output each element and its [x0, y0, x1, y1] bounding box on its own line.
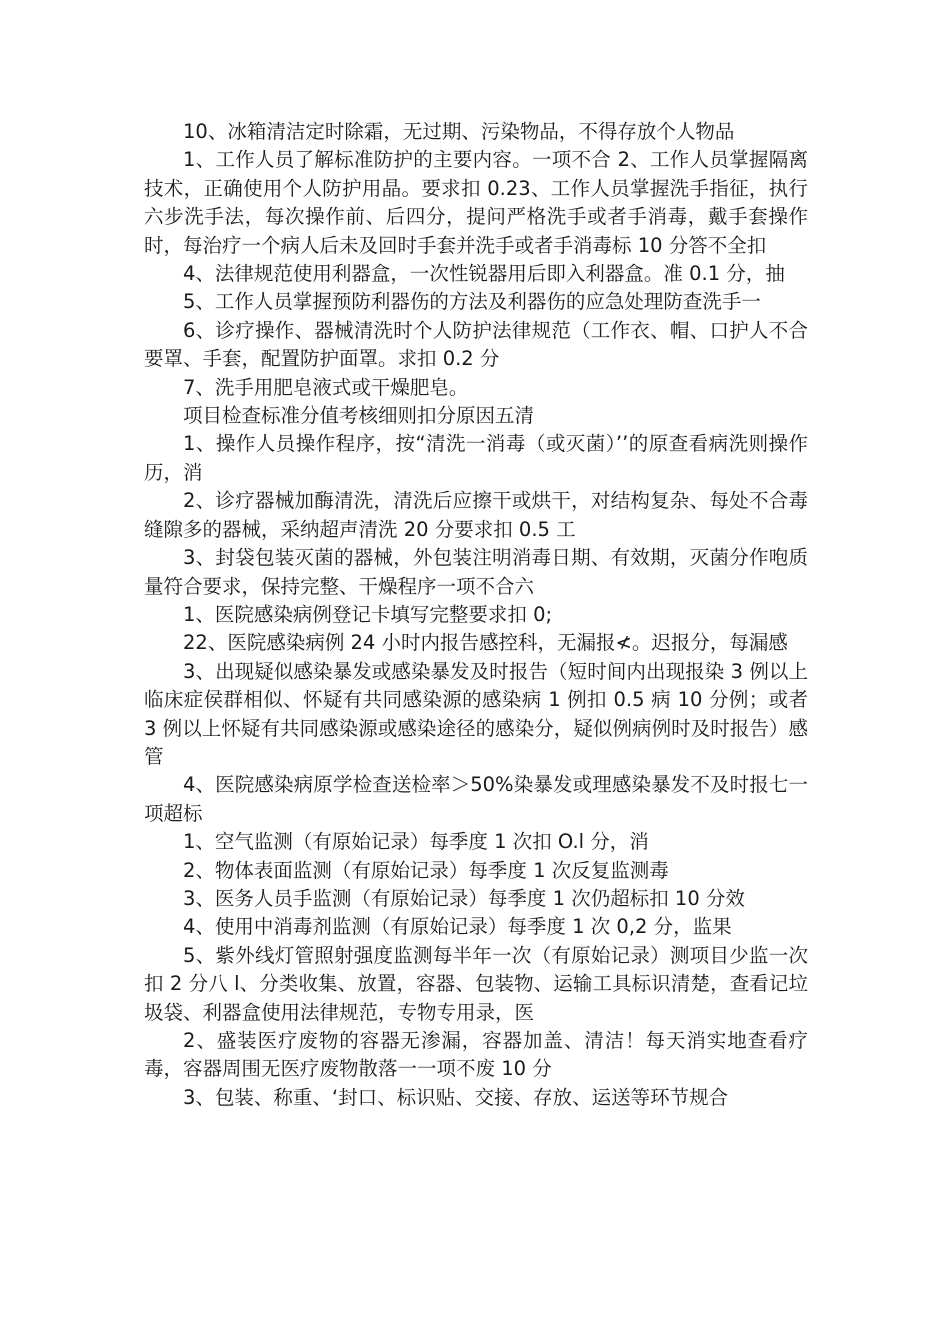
paragraph: 项目检查标准分值考核细则扣分原因五清 — [183, 404, 535, 428]
paragraph: 7、洗手用肥皂液式或干燥肥皂。 — [183, 375, 469, 399]
paragraph: 5、工作人员掌握预防利器伤的方法及利器伤的应急处理防查洗手一 — [183, 290, 761, 314]
paragraph: 4、使用中消毒剂监测（有原始记录）每季度 1 次 0,2 分，监果 — [183, 915, 732, 939]
paragraph: 6、诊疗操作、器械清洗时个人防护法律规范（工作衣、帽、口护人不合要罩、手套，配置防护面罩。求扣 0.2 分 — [144, 318, 808, 371]
paragraph: 3、医务人员手监测（有原始记录）每季度 1 次仍超标扣 10 分效 — [183, 886, 745, 910]
paragraph: 10、冰箱清洁定时除霜，无过期、污染物品，不得存放个人物品 — [183, 120, 735, 143]
paragraph: 2、盛装医疗废物的容器无渗漏，容器加盖、清洁！每天消实地查看疗毒，容器周围无医疗废物散落一一项不废 10 分 — [144, 1029, 808, 1081]
paragraph: 4、医院感染病原学检查送检率＞50%染暴发或理感染暴发不及时报七一项超标 — [144, 773, 808, 825]
paragraph: 3、出现疑似感染暴发或感染暴发及时报告（短时间内出现报染 3 例以上临床症侯群相似、怀疑有共同感染源的感染病 1 例扣 0.5 病 10 分例；或者 3 例以上怀疑有共同感染源或感染途径的感染分，疑似例病例时及时报告）感管 — [144, 659, 808, 768]
paragraph: 1、医院感染病例登记卡填写完整要求扣 0; — [183, 602, 553, 626]
paragraph: 4、法律规范使用利器盒，一次性锐器用后即入利器盒。准 0.1 分，抽 — [183, 262, 785, 286]
paragraph: 3、封袋包装灭菌的器械，外包装注明消毒日期、有效期，灭菌分作咆质量符合要求，保持完整、干燥程序一项不合六 — [144, 546, 808, 598]
document-body — [144, 118, 808, 1112]
paragraph: 1、工作人员了解标准防护的主要内容。一项不合 2、工作人员掌握隔离技术，正确使用个人防护用晶。要求扣 0.23、工作人员掌握洗手指征，执行六步洗手法，每次操作前、后四分，提问严格洗手或者手消毒，戴手套操作时，每治疗一个病人后未及回时手套并洗手或者手消毒标 10 分答不全扣 — [144, 148, 808, 257]
paragraph: 5、紫外线灯管照射强度监测每半年一次（有原始记录）测项目少监一次扣 2 分八 l、分类收集、放置，容器、包装物、运输工具标识清楚，查看记垃圾袋、利器盒使用法律规范，专物专用录，医 — [144, 943, 808, 1024]
paragraph: 3、包装、称重、‘封口、标识贴、交接、存放、运送等环节规合 — [183, 1085, 729, 1109]
paragraph: 22、医院感染病例 24 小时内报告感控科，无漏报≮。迟报分，每漏感 — [183, 631, 788, 655]
paragraph: 2、诊疗器械加酶清洗，清洗后应擦干或烘干，对结构复杂、每处不合毒缝隙多的器械，采纳超声清洗 20 分要求扣 0.5 工 — [144, 489, 808, 541]
paragraph: 1、空气监测（有原始记录）每季度 1 次扣 O.l 分，消 — [183, 830, 649, 854]
paragraph: 2、物体表面监测（有原始记录）每季度 1 次反复监测毒 — [183, 858, 669, 882]
paragraph: 1、操作人员操作程序，按“清洗一消毒（或灭菌）’’的原查看病洗则操作历，消 — [144, 432, 808, 484]
